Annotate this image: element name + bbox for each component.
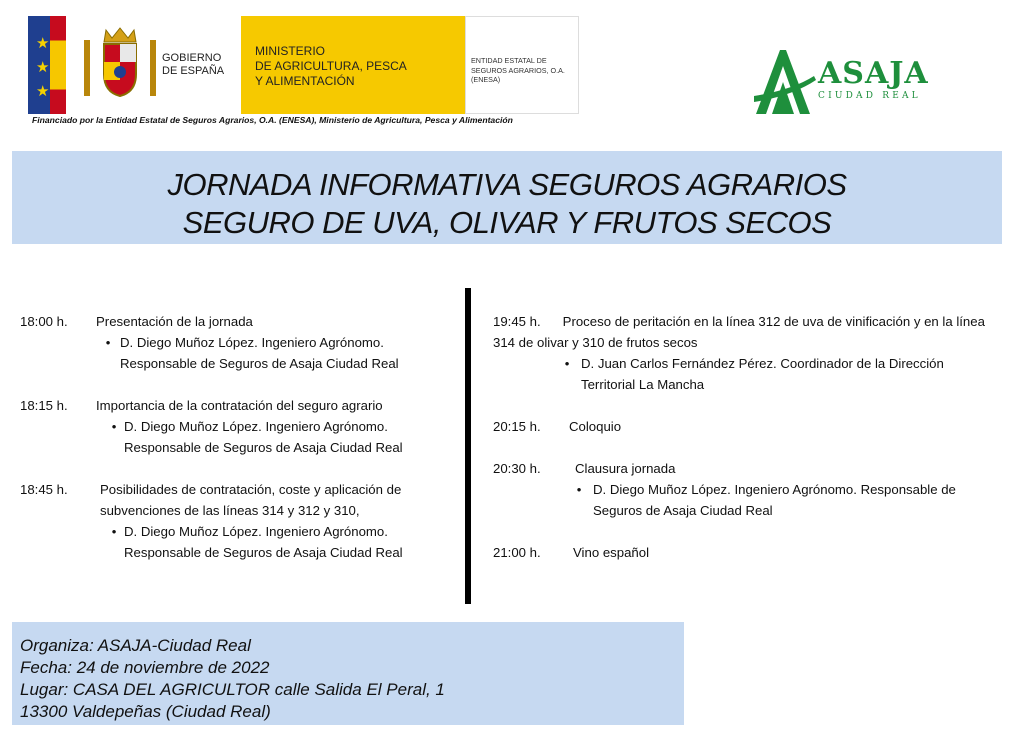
- item-speaker: D. Diego Muñoz López. Ingeniero Agrónomo. Responsable de Seguros de Asaja Ciudad Real: [593, 482, 956, 518]
- item-title: Clausura jornada: [575, 461, 676, 476]
- event-title: JORNADA INFORMATIVA SEGUROS AGRARIOS: [167, 167, 847, 202]
- item-title: Vino español: [573, 545, 650, 560]
- ministerio-line-2: DE AGRICULTURA, PESCA: [255, 59, 407, 73]
- item-title: Posibilidades de contratación, coste y aplicación de subvenciones de las líneas 314 y 312 y 310,: [100, 482, 402, 518]
- coat-of-arms-icon: [76, 22, 164, 108]
- column-divider: [465, 288, 471, 604]
- bullet-icon: •: [111, 524, 117, 539]
- event-info-box: [12, 622, 684, 725]
- item-speaker: D. Juan Carlos Fernández Pérez. Coordinador de la Dirección Territorial La Mancha: [581, 356, 944, 392]
- item-time: 20:30 h.: [493, 461, 541, 476]
- organizer-text: Organiza: ASAJA-Ciudad Real: [20, 636, 251, 655]
- ministerio-text: [255, 44, 407, 89]
- ministerio-line-1: MINISTERIO: [255, 44, 326, 58]
- date-text: Fecha: 24 de noviembre de 2022: [20, 658, 270, 677]
- gobierno-text: [162, 52, 224, 78]
- city-text: 13300 Valdepeñas (Ciudad Real): [20, 702, 271, 721]
- financed-note: Financiado por la Entidad Estatal de Seguros Agrarios, O.A. (ENESA), Ministerio de Agricultura, Pesca y Alimentación: [32, 115, 513, 125]
- item-speaker: D. Diego Muñoz López. Ingeniero Agrónomo. Responsable de Seguros de Asaja Ciudad Real: [124, 524, 403, 560]
- item-speaker: D. Diego Muñoz López. Ingeniero Agrónomo. Responsable de Seguros de Asaja Ciudad Real: [124, 419, 403, 455]
- item-title: Importancia de la contratación del seguro agrario: [96, 398, 383, 413]
- asaja-logo-name: ASAJA: [818, 56, 929, 91]
- item-speaker: D. Diego Muñoz López. Ingeniero Agrónomo. Responsable de Seguros de Asaja Ciudad Real: [120, 335, 399, 371]
- bullet-icon: •: [111, 419, 117, 434]
- program-item: [20, 395, 462, 458]
- eu-flag-icon: ★ ★ ★: [28, 16, 66, 114]
- program-item: [493, 311, 995, 395]
- program-item: [493, 458, 995, 521]
- item-title: Coloquio: [569, 419, 622, 434]
- government-logo-banner: [28, 16, 580, 116]
- enesa-text: [471, 56, 565, 85]
- program-item: [493, 416, 995, 437]
- asaja-logo-subtitle: CIUDAD REAL: [818, 91, 921, 101]
- item-heading: [493, 311, 995, 353]
- program-right-column: [493, 311, 995, 584]
- program-item: [20, 479, 462, 563]
- enesa-line-2: SEGUROS AGRARIOS, O.A.: [471, 65, 565, 75]
- enesa-line-1: ENTIDAD ESTATAL DE: [471, 56, 547, 65]
- title-banner: [12, 151, 1002, 244]
- bullet-icon: •: [105, 335, 111, 350]
- item-time: 18:45 h.: [20, 482, 68, 497]
- bullet-icon: •: [564, 356, 570, 371]
- item-title: Presentación de la jornada: [96, 314, 253, 329]
- item-time: 18:00 h.: [20, 314, 68, 329]
- program-left-column: [20, 311, 462, 584]
- item-time: 20:15 h.: [493, 419, 541, 434]
- gobierno-line-1: GOBIERNO: [162, 52, 222, 64]
- ministerio-line-3: Y ALIMENTACIÓN: [255, 74, 355, 88]
- item-title: Proceso de peritación en la línea 312 de uva de vinificación y en la línea 314 de olivar y 310 de frutos secos: [493, 314, 985, 350]
- item-time: 21:00 h.: [493, 545, 541, 560]
- program-item: [20, 311, 462, 374]
- program-item: [493, 542, 995, 563]
- item-time: 19:45 h.: [493, 314, 541, 329]
- gobierno-line-2: DE ESPAÑA: [162, 65, 225, 77]
- event-subtitle: SEGURO DE UVA, OLIVAR Y FRUTOS SECOS: [182, 205, 832, 240]
- venue-text: Lugar: CASA DEL AGRICULTOR calle Salida El Peral, 1: [20, 680, 445, 699]
- item-time: 18:15 h.: [20, 398, 68, 413]
- enesa-line-3: (ENESA): [471, 75, 501, 84]
- bullet-icon: •: [576, 482, 582, 497]
